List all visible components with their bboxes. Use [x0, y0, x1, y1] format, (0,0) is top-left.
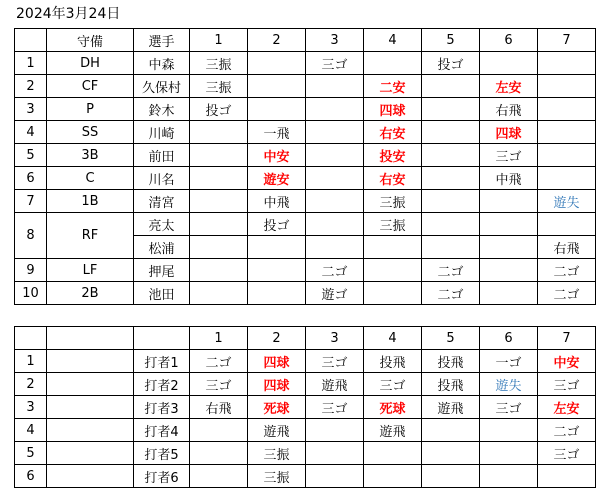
- at-bat-result-cell: [190, 144, 248, 167]
- at-bat-result-cell: [364, 282, 422, 305]
- lineup-header-row: [15, 29, 596, 52]
- empty-cell: [47, 396, 134, 419]
- empty-cell: [47, 373, 134, 396]
- at-bat-result-cell: 二ゴ: [538, 282, 596, 305]
- lineup-row: [15, 52, 596, 75]
- batter-header-cell: 1: [190, 327, 248, 350]
- at-bat-result-cell: 三ゴ: [538, 442, 596, 465]
- at-bat-result-cell: 中安: [538, 350, 596, 373]
- at-bat-result-cell: 中飛: [248, 190, 306, 213]
- at-bat-result-cell: 四球: [248, 373, 306, 396]
- at-bat-result-cell: 右飛: [480, 98, 538, 121]
- at-bat-result-cell: [248, 236, 306, 259]
- batter-header-cell: 2: [248, 327, 306, 350]
- lineup-row: [15, 282, 596, 305]
- at-bat-result-cell: [422, 236, 480, 259]
- at-bat-result-cell: 三振: [364, 190, 422, 213]
- at-bat-result-cell: 二ゴ: [422, 282, 480, 305]
- batter-label-cell: 打者1: [134, 350, 190, 373]
- player-name-cell: 久保村: [134, 75, 190, 98]
- batting-order-cell: 9: [15, 259, 47, 282]
- at-bat-result-cell: 三振: [190, 52, 248, 75]
- at-bat-result-cell: 遊安: [248, 167, 306, 190]
- at-bat-result-cell: 左安: [480, 75, 538, 98]
- at-bat-result-cell: [306, 75, 364, 98]
- lineup-row: [15, 144, 596, 167]
- at-bat-result-cell: 投飛: [422, 373, 480, 396]
- at-bat-result-cell: 遊飛: [306, 373, 364, 396]
- batting-order-cell: 1: [15, 52, 47, 75]
- player-name-cell: 鈴木: [134, 98, 190, 121]
- at-bat-result-cell: [422, 167, 480, 190]
- at-bat-result-cell: 投ゴ: [248, 213, 306, 236]
- batting-order-cell: 6: [15, 167, 47, 190]
- at-bat-result-cell: [190, 442, 248, 465]
- batter-order-cell: 4: [15, 419, 47, 442]
- at-bat-result-cell: [422, 75, 480, 98]
- at-bat-result-cell: 四球: [364, 98, 422, 121]
- at-bat-result-cell: 二ゴ: [422, 259, 480, 282]
- batter-order-cell: 2: [15, 373, 47, 396]
- at-bat-result-cell: [190, 190, 248, 213]
- at-bat-result-cell: 左安: [538, 396, 596, 419]
- batter-order-cell: 5: [15, 442, 47, 465]
- batter-order-cell: 1: [15, 350, 47, 373]
- at-bat-result-cell: 三振: [364, 213, 422, 236]
- lineup-row: [15, 190, 596, 213]
- position-cell: P: [47, 98, 134, 121]
- at-bat-result-cell: [422, 144, 480, 167]
- batter-header-cell: [15, 327, 47, 350]
- at-bat-result-cell: 遊失: [480, 373, 538, 396]
- at-bat-result-cell: 投ゴ: [422, 52, 480, 75]
- lineup-row: [15, 167, 596, 190]
- at-bat-result-cell: [306, 419, 364, 442]
- batter-header-cell: [47, 327, 134, 350]
- at-bat-result-cell: 三ゴ: [480, 144, 538, 167]
- at-bat-result-cell: 遊飛: [248, 419, 306, 442]
- batting-order-cell: 2: [15, 75, 47, 98]
- batting-order-cell: 10: [15, 282, 47, 305]
- lineup-header-cell: 3: [306, 29, 364, 52]
- batter-header-cell: 4: [364, 327, 422, 350]
- batter-label-cell: 打者3: [134, 396, 190, 419]
- at-bat-result-cell: [248, 259, 306, 282]
- batting-order-cell: 7: [15, 190, 47, 213]
- at-bat-result-cell: 一飛: [248, 121, 306, 144]
- at-bat-result-cell: [248, 52, 306, 75]
- empty-cell: [47, 350, 134, 373]
- lineup-row: [15, 259, 596, 282]
- at-bat-result-cell: [422, 465, 480, 488]
- position-cell: C: [47, 167, 134, 190]
- at-bat-result-cell: [422, 190, 480, 213]
- at-bat-result-cell: 投飛: [422, 350, 480, 373]
- at-bat-result-cell: [190, 465, 248, 488]
- at-bat-result-cell: [248, 282, 306, 305]
- at-bat-result-cell: [248, 75, 306, 98]
- at-bat-result-cell: [480, 419, 538, 442]
- batting-order-cell: 4: [15, 121, 47, 144]
- at-bat-result-cell: [306, 442, 364, 465]
- at-bat-result-cell: 右飛: [538, 236, 596, 259]
- empty-cell: [47, 442, 134, 465]
- lineup-row: [15, 213, 596, 236]
- batting-order-cell: 5: [15, 144, 47, 167]
- at-bat-result-cell: 三振: [248, 465, 306, 488]
- at-bat-result-cell: 投安: [364, 144, 422, 167]
- at-bat-result-cell: [422, 121, 480, 144]
- at-bat-result-cell: [538, 121, 596, 144]
- lineup-header-cell: 1: [190, 29, 248, 52]
- batter-header-row: [15, 327, 596, 350]
- at-bat-result-cell: [190, 121, 248, 144]
- lineup-header-cell: 4: [364, 29, 422, 52]
- at-bat-result-cell: [306, 121, 364, 144]
- at-bat-result-cell: [364, 236, 422, 259]
- position-cell: 2B: [47, 282, 134, 305]
- player-name-cell: 亮太: [134, 213, 190, 236]
- lineup-header-cell: 2: [248, 29, 306, 52]
- at-bat-result-cell: [480, 190, 538, 213]
- at-bat-result-cell: [306, 144, 364, 167]
- at-bat-result-cell: [480, 259, 538, 282]
- at-bat-result-cell: 右飛: [190, 396, 248, 419]
- batter-label-cell: 打者5: [134, 442, 190, 465]
- batter-header-cell: 3: [306, 327, 364, 350]
- batter-header-cell: 5: [422, 327, 480, 350]
- at-bat-result-cell: [480, 52, 538, 75]
- at-bat-result-cell: [190, 167, 248, 190]
- at-bat-result-cell: 投飛: [364, 350, 422, 373]
- at-bat-result-cell: [538, 167, 596, 190]
- at-bat-result-cell: 中飛: [480, 167, 538, 190]
- lineup-row: [15, 98, 596, 121]
- lineup-header-cell: 7: [538, 29, 596, 52]
- at-bat-result-cell: [248, 98, 306, 121]
- at-bat-result-cell: [422, 442, 480, 465]
- at-bat-result-cell: [538, 52, 596, 75]
- at-bat-result-cell: [364, 442, 422, 465]
- position-cell: DH: [47, 52, 134, 75]
- at-bat-result-cell: [538, 465, 596, 488]
- at-bat-result-cell: [306, 213, 364, 236]
- at-bat-result-cell: [306, 236, 364, 259]
- at-bat-result-cell: 三振: [248, 442, 306, 465]
- position-cell: SS: [47, 121, 134, 144]
- at-bat-result-cell: 二安: [364, 75, 422, 98]
- lineup-row: [15, 121, 596, 144]
- at-bat-result-cell: [190, 259, 248, 282]
- at-bat-result-cell: [190, 419, 248, 442]
- batter-label-cell: 打者6: [134, 465, 190, 488]
- at-bat-result-cell: [190, 213, 248, 236]
- at-bat-result-cell: 四球: [248, 350, 306, 373]
- at-bat-result-cell: 三ゴ: [306, 350, 364, 373]
- batter-table: [14, 326, 596, 488]
- at-bat-result-cell: [190, 282, 248, 305]
- at-bat-result-cell: 右安: [364, 167, 422, 190]
- batting-order-cell: 3: [15, 98, 47, 121]
- at-bat-result-cell: 遊飛: [422, 396, 480, 419]
- at-bat-result-cell: [364, 259, 422, 282]
- at-bat-result-cell: [422, 213, 480, 236]
- at-bat-result-cell: 一ゴ: [480, 350, 538, 373]
- lineup-row: [15, 75, 596, 98]
- at-bat-result-cell: [480, 236, 538, 259]
- at-bat-result-cell: 中安: [248, 144, 306, 167]
- player-name-cell: 清宮: [134, 190, 190, 213]
- at-bat-result-cell: [364, 52, 422, 75]
- position-cell: CF: [47, 75, 134, 98]
- at-bat-result-cell: [422, 419, 480, 442]
- at-bat-result-cell: [306, 98, 364, 121]
- at-bat-result-cell: [190, 236, 248, 259]
- player-name-cell: 川崎: [134, 121, 190, 144]
- at-bat-result-cell: [480, 442, 538, 465]
- batter-label-cell: 打者2: [134, 373, 190, 396]
- player-name-cell: 池田: [134, 282, 190, 305]
- batter-row: [15, 373, 596, 396]
- lineup-header-cell: [15, 29, 47, 52]
- at-bat-result-cell: [480, 213, 538, 236]
- batter-row: [15, 442, 596, 465]
- at-bat-result-cell: 三ゴ: [364, 373, 422, 396]
- at-bat-result-cell: 二ゴ: [538, 259, 596, 282]
- lineup-header-cell: 6: [480, 29, 538, 52]
- at-bat-result-cell: 三ゴ: [480, 396, 538, 419]
- at-bat-result-cell: 死球: [248, 396, 306, 419]
- at-bat-result-cell: 三ゴ: [306, 396, 364, 419]
- player-name-cell: 前田: [134, 144, 190, 167]
- at-bat-result-cell: 二ゴ: [190, 350, 248, 373]
- at-bat-result-cell: 三ゴ: [538, 373, 596, 396]
- lineup-header-cell: 5: [422, 29, 480, 52]
- lineup-header-cell: 守備: [47, 29, 134, 52]
- at-bat-result-cell: [306, 167, 364, 190]
- batter-header-cell: [134, 327, 190, 350]
- at-bat-result-cell: 二ゴ: [538, 419, 596, 442]
- at-bat-result-cell: 三ゴ: [190, 373, 248, 396]
- batter-header-cell: 6: [480, 327, 538, 350]
- at-bat-result-cell: 三ゴ: [306, 52, 364, 75]
- at-bat-result-cell: [364, 465, 422, 488]
- player-name-cell: 川名: [134, 167, 190, 190]
- at-bat-result-cell: 死球: [364, 396, 422, 419]
- position-cell: RF: [47, 213, 134, 259]
- at-bat-result-cell: [422, 98, 480, 121]
- player-name-cell: 押尾: [134, 259, 190, 282]
- player-name-cell: 中森: [134, 52, 190, 75]
- at-bat-result-cell: 四球: [480, 121, 538, 144]
- batter-row: [15, 396, 596, 419]
- at-bat-result-cell: [538, 144, 596, 167]
- at-bat-result-cell: [538, 75, 596, 98]
- at-bat-result-cell: [538, 98, 596, 121]
- at-bat-result-cell: 遊ゴ: [306, 282, 364, 305]
- position-cell: 1B: [47, 190, 134, 213]
- at-bat-result-cell: 三振: [190, 75, 248, 98]
- at-bat-result-cell: 二ゴ: [306, 259, 364, 282]
- at-bat-result-cell: 投ゴ: [190, 98, 248, 121]
- lineup-table: [14, 28, 596, 305]
- lineup-header-cell: 選手: [134, 29, 190, 52]
- at-bat-result-cell: [480, 282, 538, 305]
- at-bat-result-cell: 遊失: [538, 190, 596, 213]
- at-bat-result-cell: [480, 465, 538, 488]
- at-bat-result-cell: [306, 190, 364, 213]
- batter-order-cell: 3: [15, 396, 47, 419]
- at-bat-result-cell: 遊飛: [364, 419, 422, 442]
- batter-header-cell: 7: [538, 327, 596, 350]
- position-cell: LF: [47, 259, 134, 282]
- position-cell: 3B: [47, 144, 134, 167]
- batting-order-cell: 8: [15, 213, 47, 259]
- batter-order-cell: 6: [15, 465, 47, 488]
- batter-row: [15, 465, 596, 488]
- empty-cell: [47, 419, 134, 442]
- batter-label-cell: 打者4: [134, 419, 190, 442]
- at-bat-result-cell: [306, 465, 364, 488]
- player-name-cell: 松浦: [134, 236, 190, 259]
- at-bat-result-cell: 右安: [364, 121, 422, 144]
- batter-row: [15, 419, 596, 442]
- at-bat-result-cell: [538, 213, 596, 236]
- empty-cell: [47, 465, 134, 488]
- batter-row: [15, 350, 596, 373]
- page-title: 2024年3月24日: [16, 6, 121, 22]
